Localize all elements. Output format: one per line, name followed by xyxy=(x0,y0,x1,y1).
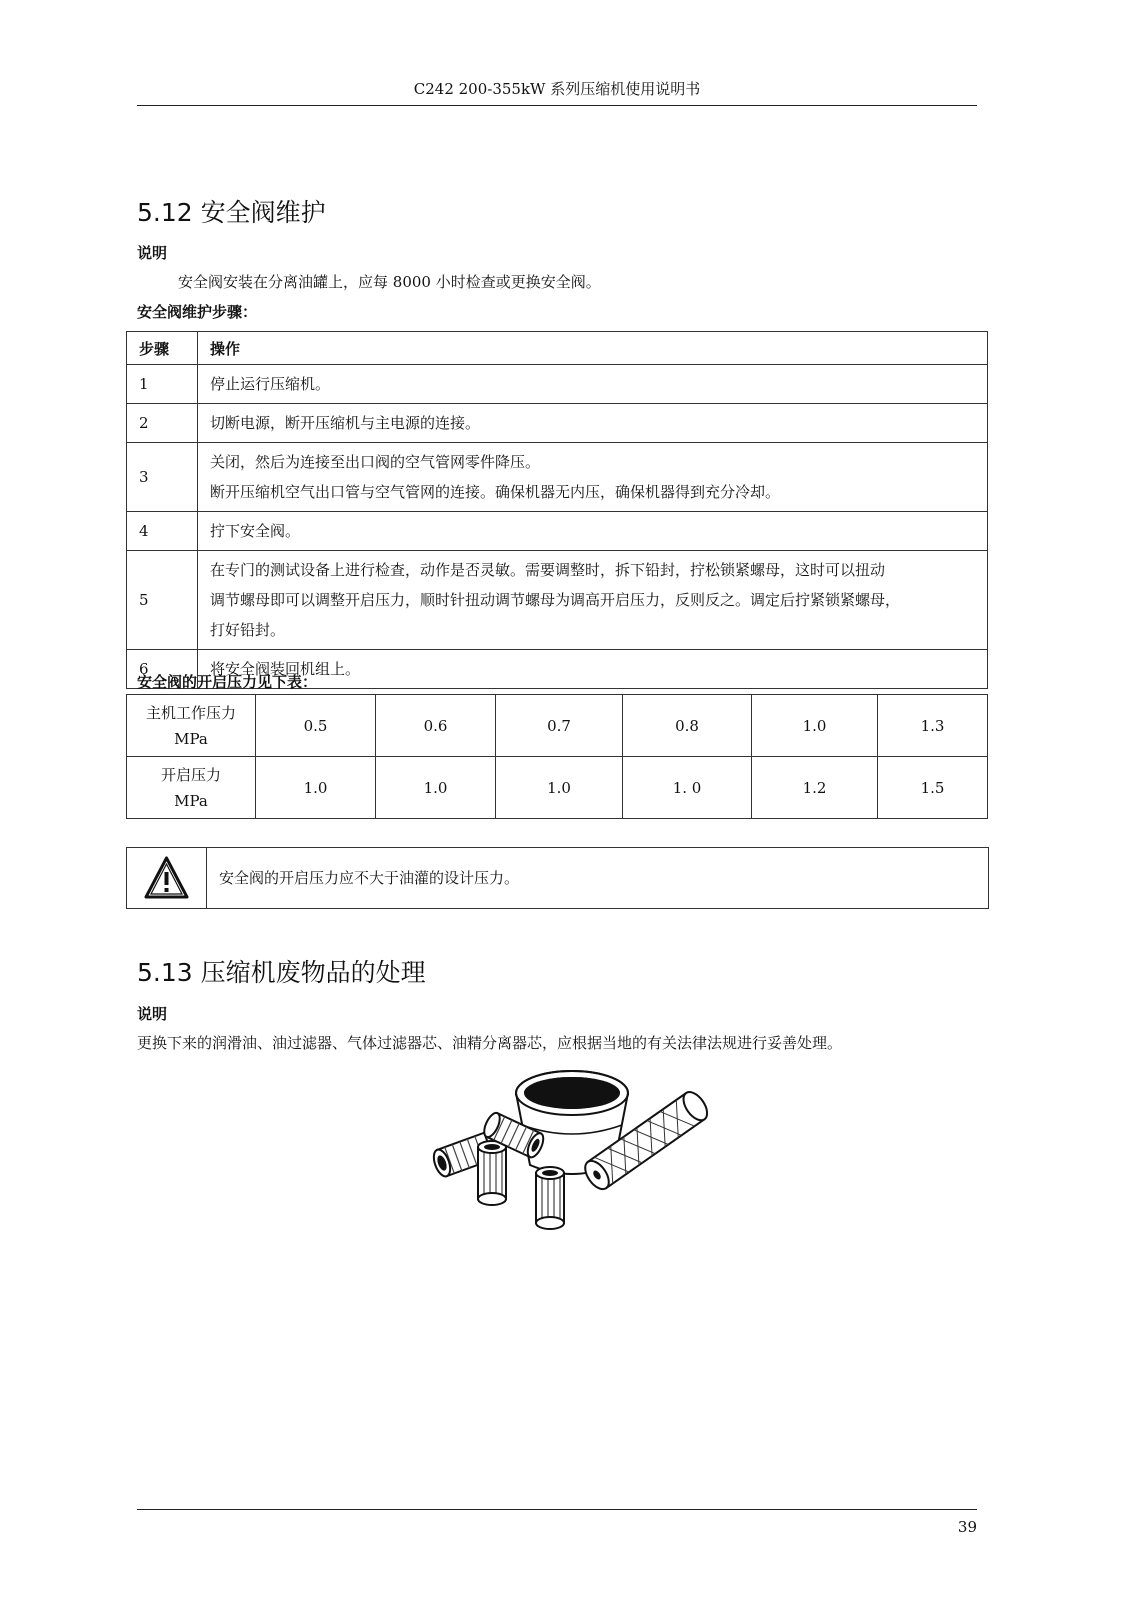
row-header-opening-pressure xyxy=(127,757,256,819)
page-number: 39 xyxy=(957,1518,977,1536)
step-line: 拧下安全阀。 xyxy=(210,522,301,540)
step-line: 在专门的测试设备上进行检查，动作是否灵敏。需要调整时，拆下铅封，拧松锁紧螺母，这时可以扭动 xyxy=(210,561,886,579)
row-header-unit: MPa xyxy=(174,791,208,810)
table-cell: 0.7 xyxy=(496,695,623,757)
description-text: 更换下来的润滑油、油过滤器、气体过滤器芯、油精分离器芯，应根据当地的有关法律法规进行妥善处理。 xyxy=(137,1034,843,1052)
step-line: 将安全阀装回机组上。 xyxy=(210,660,361,678)
step-text xyxy=(198,551,988,650)
footer-rule xyxy=(137,1509,977,1510)
pressure-label: 安全阀的开启压力见下表： xyxy=(137,673,318,691)
steps-label: 安全阀维护步骤： xyxy=(137,303,258,321)
row-header-unit: MPa xyxy=(174,729,208,748)
table-cell: 0.8 xyxy=(623,695,752,757)
row-header-line: 主机工作压力 xyxy=(145,703,236,722)
step-number: 4 xyxy=(127,512,198,551)
header-rule xyxy=(137,105,977,106)
step-text xyxy=(198,365,988,404)
table-row xyxy=(127,365,988,404)
section-title-5-12: 5.12 安全阀维护 xyxy=(137,198,326,227)
step-number: 1 xyxy=(127,365,198,404)
warning-box xyxy=(126,847,989,909)
table-cell: 0.6 xyxy=(376,695,496,757)
step-number: 3 xyxy=(127,443,198,512)
description-text: 安全阀安装在分离油罐上，应每 8000 小时检查或更换安全阀。 xyxy=(178,273,601,291)
step-line: 打好铅封。 xyxy=(210,621,286,639)
row-header-working-pressure xyxy=(127,695,256,757)
warning-triangle-icon xyxy=(127,848,207,908)
table-row xyxy=(127,551,988,650)
warning-text: 安全阀的开启压力应不大于油灌的设计压力。 xyxy=(219,869,520,887)
step-line: 关闭，然后为连接至出口阀的空气管网零件降压。 xyxy=(210,453,541,471)
description-label: 说明 xyxy=(137,1005,168,1023)
step-line: 调节螺母即可以调整开启压力，顺时针扭动调节螺母为调高开启压力，反则反之。调定后拧紧锁紧螺母， xyxy=(210,591,901,609)
row-header-line: 开启压力 xyxy=(160,765,221,784)
table-cell: 1.5 xyxy=(878,757,988,819)
operation-col-header: 操作 xyxy=(198,332,988,365)
table-cell: 1. 0 xyxy=(623,757,752,819)
table-cell: 0.5 xyxy=(256,695,376,757)
table-row xyxy=(127,404,988,443)
waste-filters-and-oil-bucket-illustration xyxy=(432,1055,722,1239)
step-line: 停止运行压缩机。 xyxy=(210,375,331,393)
table-row xyxy=(127,512,988,551)
table-cell: 1.0 xyxy=(496,757,623,819)
steps-col-header: 步骤 xyxy=(127,332,198,365)
step-text xyxy=(198,512,988,551)
table-cell: 1.2 xyxy=(752,757,878,819)
table-cell: 1.0 xyxy=(752,695,878,757)
step-line: 断开压缩机空气出口管与空气管网的连接。确保机器无内压，确保机器得到充分冷却。 xyxy=(210,483,781,501)
table-cell: 1.3 xyxy=(878,695,988,757)
table-row xyxy=(127,443,988,512)
table-cell: 1.0 xyxy=(256,757,376,819)
table-row xyxy=(127,757,988,819)
step-number: 5 xyxy=(127,551,198,650)
step-text xyxy=(198,404,988,443)
step-number: 2 xyxy=(127,404,198,443)
section-title-5-13: 5.13 压缩机废物品的处理 xyxy=(137,958,426,987)
step-line: 切断电源，断开压缩机与主电源的连接。 xyxy=(210,414,481,432)
maintenance-steps-table xyxy=(126,331,988,689)
description-label: 说明 xyxy=(137,244,168,262)
step-text xyxy=(198,443,988,512)
opening-pressure-table xyxy=(126,694,988,819)
table-row xyxy=(127,695,988,757)
table-cell: 1.0 xyxy=(376,757,496,819)
page-header: C242 200-355kW 系列压缩机使用说明书 xyxy=(413,80,701,98)
step-number: 6 xyxy=(127,650,198,689)
